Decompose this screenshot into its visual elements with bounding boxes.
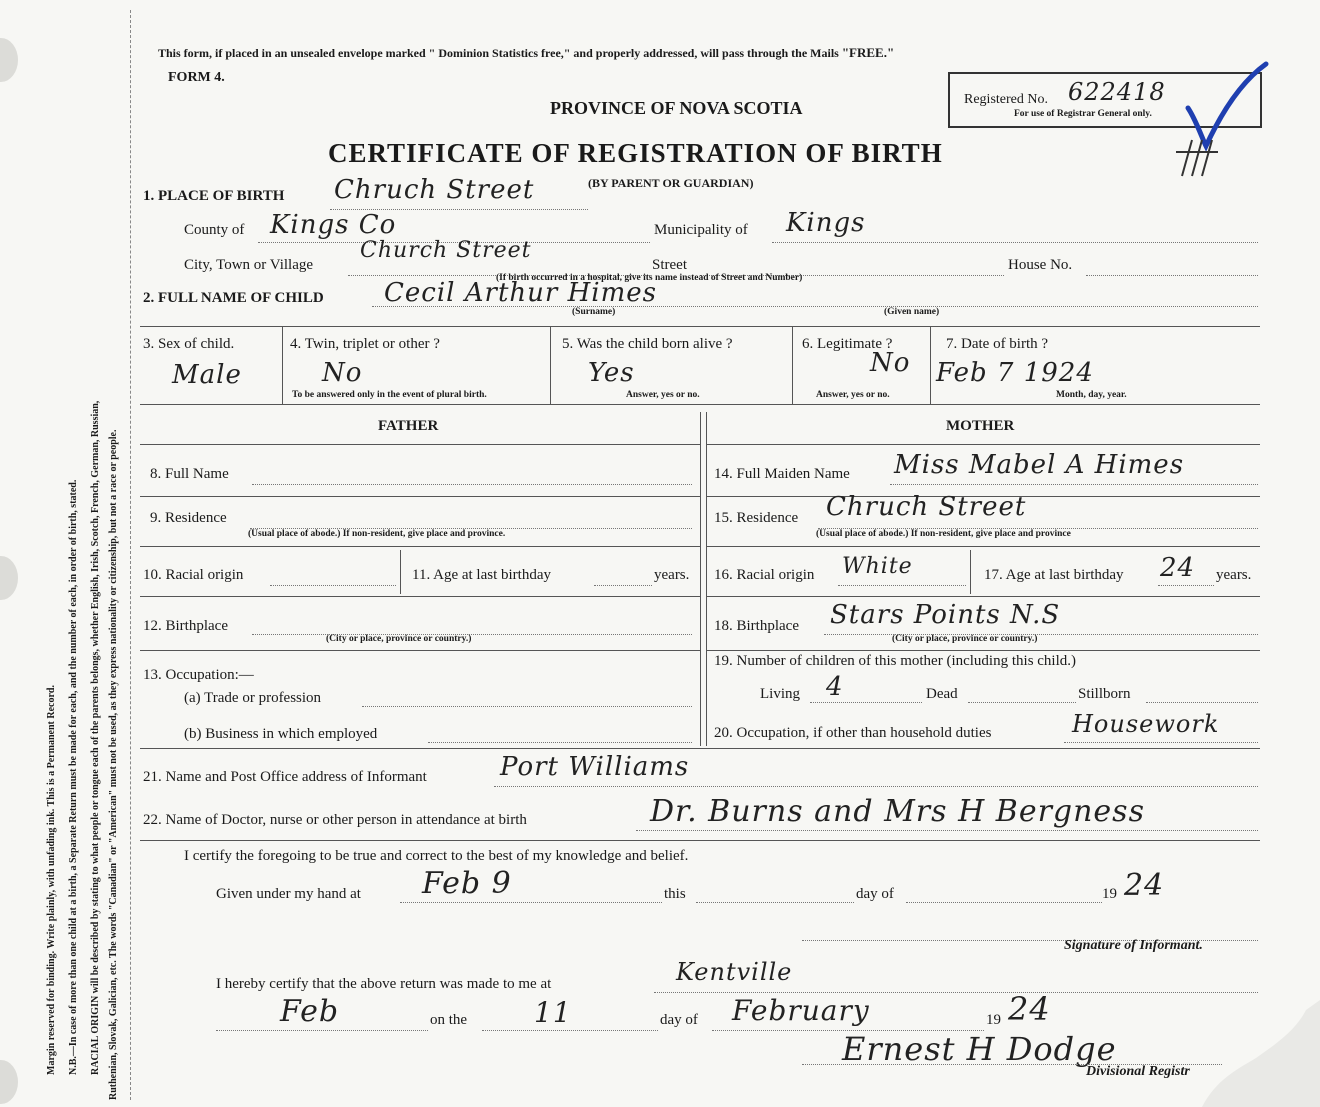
father-heading: FATHER — [378, 418, 439, 434]
mother-residence-value: Chruch Street — [826, 492, 1027, 522]
stillborn-label: Stillborn — [1078, 686, 1131, 702]
mother-name-value: Miss Mabel A Himes — [894, 450, 1185, 480]
living-line — [810, 702, 922, 703]
page-title: CERTIFICATE OF REGISTRATION OF BIRTH — [328, 138, 943, 168]
father-age-line — [594, 585, 652, 586]
house-label: House No. — [1008, 257, 1073, 273]
divider — [140, 444, 700, 445]
registrar-note: For use of Registrar General only. — [1014, 109, 1152, 119]
page-subtitle: (BY PARENT OR GUARDIAN) — [588, 176, 754, 190]
alive-label: 5. Was the child born alive ? — [562, 336, 733, 352]
father-occupation-label: 13. Occupation:— — [143, 667, 254, 683]
mother-age-label: 17. Age at last birthday — [984, 567, 1124, 583]
father-business-label: (b) Business in which employed — [184, 726, 378, 742]
surname-note: (Surname) — [572, 307, 616, 317]
informant-value: Port Williams — [500, 752, 690, 782]
binding-hole — [0, 556, 18, 600]
divider — [550, 326, 551, 404]
dead-label: Dead — [926, 686, 958, 702]
divider — [970, 550, 971, 594]
registrar-year: 24 — [1008, 990, 1051, 1028]
row3-bottom-border — [140, 404, 1260, 405]
binding-hole — [0, 38, 18, 82]
living-value: 4 — [826, 672, 844, 702]
mother-birthplace-label: 18. Birthplace — [714, 618, 799, 634]
father-racial-label: 10. Racial origin — [143, 567, 244, 583]
hospital-note: (If birth occurred in a hospital, give its name instead of Street and Number) — [496, 273, 803, 283]
child-name-value: Cecil Arthur Himes — [384, 278, 657, 308]
house-line — [1086, 275, 1258, 276]
given-value: Feb 9 — [422, 866, 512, 901]
registrar-year-prefix: 19 — [986, 1012, 1001, 1028]
given-label: Given under my hand at — [216, 886, 361, 902]
father-birthplace-label: 12. Birthplace — [143, 618, 228, 634]
month-line — [906, 902, 1102, 903]
father-business-line — [428, 742, 692, 743]
county-label: County of — [184, 222, 245, 238]
informant-line — [494, 786, 1258, 787]
registrar-place: Kentville — [676, 958, 793, 986]
mother-age-line — [1158, 585, 1214, 586]
margin-note-1: Margin reserved for binding. Write plainly, with unfading ink. This is a Permanent Record. — [46, 685, 57, 1075]
father-trade-line — [362, 706, 692, 707]
registrar-signature: Ernest H Dodge — [842, 1030, 1117, 1068]
on-the-label: on the — [430, 1012, 468, 1028]
registrar-month: February — [732, 994, 870, 1027]
legitimate-label: 6. Legitimate ? — [802, 336, 893, 352]
registrar-title: Divisional Registr — [1086, 1064, 1190, 1079]
divider — [140, 546, 700, 547]
tick-marks-icon — [1172, 130, 1222, 180]
father-trade-label: (a) Trade or profession — [184, 690, 322, 706]
registered-number: 622418 — [1068, 78, 1166, 106]
margin-note-2: N.B.—In case of more than one child at a birth, a Separate Return must be made for each, and the number of each, in order of birth, stated. — [68, 479, 79, 1075]
mother-birthplace-value: Stars Points N.S — [830, 600, 1061, 630]
divider — [140, 840, 1260, 841]
registrar-statement: I hereby certify that the above return was made to me at — [216, 976, 552, 992]
twin-value: No — [322, 358, 363, 388]
dob-value: Feb 7 1924 — [936, 358, 1094, 388]
registrar-place-line — [654, 992, 1258, 993]
parents-center-divider — [700, 412, 701, 746]
mother-birthplace-note: (City or place, province or country.) — [892, 634, 1038, 644]
twin-note: To be answered only in the event of plural birth. — [292, 390, 487, 400]
given-name-note: (Given name) — [884, 307, 940, 317]
father-name-line — [252, 484, 692, 485]
this-line — [696, 902, 854, 903]
given-line — [400, 902, 662, 903]
day-of-label: day of — [856, 886, 894, 902]
stillborn-line — [1146, 702, 1258, 703]
mother-residence-note: (Usual place of abode.) If non-resident, give place and province — [816, 529, 1071, 539]
divider — [792, 326, 793, 404]
torn-corner — [1196, 1000, 1320, 1107]
municipality-value: Kings — [786, 208, 866, 238]
year-value: 24 — [1124, 868, 1165, 903]
mother-children-label: 19. Number of children of this mother (including this child.) — [714, 653, 1077, 669]
mother-age-value: 24 — [1160, 553, 1196, 583]
street-label: Street — [652, 257, 687, 273]
father-residence-label: 9. Residence — [150, 510, 227, 526]
binding-hole — [0, 1060, 18, 1104]
margin-note-4: Ruthenian, Slovak, Galician, etc. The words "Canadian" or "American" must not be used, as they express nationality or citizenship, but not a race or people. — [108, 429, 119, 1100]
city-value: Church Street — [360, 238, 532, 263]
postal-notice: This form, if placed in an unsealed envelope marked " Dominion Statistics free," and properly addressed, will pass through the Mails "FREE." — [158, 45, 895, 60]
doctor-value: Dr. Burns and Mrs H Bergness — [650, 794, 1145, 829]
dob-note: Month, day, year. — [1056, 390, 1127, 400]
alive-note: Answer, yes or no. — [626, 390, 700, 400]
father-birthplace-note: (City or place, province or country.) — [326, 634, 472, 644]
father-racial-line — [270, 585, 396, 586]
living-label: Living — [760, 686, 800, 702]
father-birthplace-line — [252, 634, 692, 635]
divider — [706, 546, 1260, 547]
child-name-label: 2. FULL NAME OF CHILD — [143, 290, 324, 306]
parents-center-divider-2 — [706, 412, 707, 746]
city-label: City, Town or Village — [184, 257, 314, 273]
mother-occupation-line — [1064, 742, 1258, 743]
alive-value: Yes — [588, 358, 635, 388]
twin-label: 4. Twin, triplet or other ? — [290, 336, 440, 352]
dob-label: 7. Date of birth ? — [946, 336, 1049, 352]
mother-years-label: years. — [1216, 567, 1252, 583]
row3-top-border — [140, 326, 1260, 327]
divider — [140, 650, 700, 651]
mother-racial-line — [838, 585, 966, 586]
mother-residence-label: 15. Residence — [714, 510, 799, 526]
dead-line — [968, 702, 1076, 703]
county-value: Kings Co — [270, 210, 397, 240]
doctor-line — [636, 830, 1258, 831]
divider — [282, 326, 283, 404]
divider — [706, 650, 1260, 651]
mother-occupation-label: 20. Occupation, if other than household duties — [714, 725, 992, 741]
father-residence-note: (Usual place of abode.) If non-resident, give place and province. — [248, 529, 506, 539]
mother-birthplace-line — [824, 634, 1258, 635]
binding-margin-line — [130, 10, 131, 1100]
mother-name-label: 14. Full Maiden Name — [714, 466, 850, 482]
father-age-label: 11. Age at last birthday — [412, 567, 551, 583]
sex-value: Male — [172, 360, 242, 390]
registrar-day-of: day of — [660, 1012, 698, 1028]
mother-racial-label: 16. Racial origin — [714, 567, 815, 583]
father-name-label: 8. Full Name — [150, 466, 229, 482]
place-of-birth-value: Chruch Street — [334, 175, 535, 205]
registrar-day-line — [482, 1030, 658, 1031]
parents-bottom-border — [140, 748, 1260, 749]
divider — [706, 444, 1260, 445]
municipality-line — [772, 242, 1258, 243]
certify-statement: I certify the foregoing to be true and correct to the best of my knowledge and belief. — [184, 848, 689, 864]
legitimate-value: No — [870, 348, 911, 378]
mother-heading: MOTHER — [946, 418, 1015, 434]
mother-name-line — [890, 484, 1258, 485]
divider — [140, 596, 700, 597]
province-heading: PROVINCE OF NOVA SCOTIA — [550, 98, 803, 118]
divider — [140, 496, 700, 497]
registered-label: Registered No. — [964, 92, 1048, 107]
divider — [930, 326, 931, 404]
registrar-month-line — [216, 1030, 428, 1031]
informant-label: 21. Name and Post Office address of Informant — [143, 769, 427, 785]
mother-occupation-value: Housework — [1072, 710, 1220, 738]
doctor-label: 22. Name of Doctor, nurse or other person in attendance at birth — [143, 812, 527, 828]
form-number: FORM 4. — [168, 70, 225, 85]
informant-signature-label: Signature of Informant. — [1064, 938, 1203, 953]
divider — [706, 596, 1260, 597]
municipality-label: Municipality of — [654, 222, 748, 238]
this-label: this — [664, 886, 686, 902]
divider — [400, 550, 401, 594]
registrar-day: 11 — [534, 996, 572, 1029]
legitimate-note: Answer, yes or no. — [816, 390, 890, 400]
mother-racial-value: White — [842, 554, 913, 579]
margin-note-3: RACIAL ORIGIN will be described by stating to what people or tongue each of the parents belongs, whether English, Irish, Scotch, French, German, Russian, — [90, 400, 101, 1075]
father-years-label: years. — [654, 567, 690, 583]
place-of-birth-label: 1. PLACE OF BIRTH — [143, 188, 285, 204]
sex-label: 3. Sex of child. — [143, 336, 235, 352]
registrar-month-hw: Feb — [280, 994, 340, 1029]
year-prefix: 19 — [1102, 886, 1117, 902]
